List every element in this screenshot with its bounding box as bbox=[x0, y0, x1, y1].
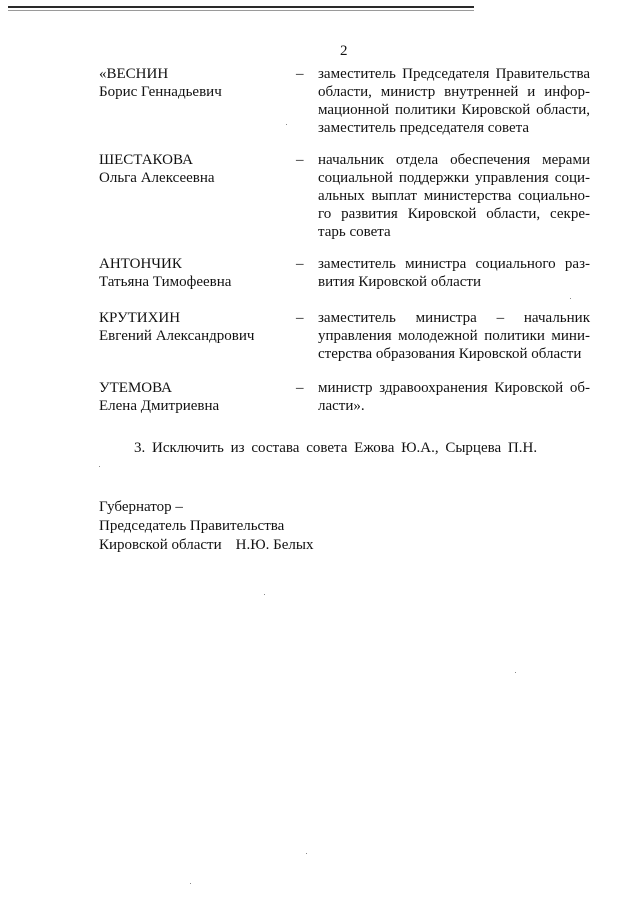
signatory-name: Н.Ю. Белых bbox=[235, 537, 314, 553]
member-surname: «ВЕСНИН bbox=[99, 66, 169, 82]
member-dash: – bbox=[296, 310, 304, 326]
scan-speck bbox=[99, 466, 100, 467]
scan-speck bbox=[286, 124, 287, 125]
role-line: альных выплат министерства социально- bbox=[318, 188, 590, 204]
role-line: заместитель министра социального раз- bbox=[318, 256, 590, 272]
member-name bbox=[99, 255, 289, 291]
member-name bbox=[99, 379, 289, 415]
member-given-name: Евгений Александрович bbox=[99, 328, 255, 344]
member-name bbox=[99, 151, 289, 187]
member-name bbox=[99, 65, 289, 101]
member-dash: – bbox=[296, 152, 304, 168]
member-given-name: Елена Дмитриевна bbox=[99, 398, 220, 414]
page-number: 2 bbox=[340, 43, 348, 59]
member-role bbox=[318, 255, 590, 291]
role-line: тарь совета bbox=[318, 224, 391, 240]
member-role bbox=[318, 65, 590, 137]
member-surname: УТЕМОВА bbox=[99, 380, 173, 396]
role-line: стерства образования Кировской области bbox=[318, 346, 582, 362]
scan-speck bbox=[306, 853, 307, 854]
role-line: мационной политики Кировской области, bbox=[318, 102, 590, 118]
signature-region-line bbox=[99, 536, 313, 555]
scan-speck bbox=[264, 594, 265, 595]
role-line: области, министр внутренней и инфор- bbox=[318, 84, 590, 100]
member-role bbox=[318, 379, 590, 415]
scan-speck bbox=[515, 672, 516, 673]
member-name bbox=[99, 309, 289, 345]
role-line: министр здравоохранения Кировской об- bbox=[318, 380, 590, 396]
signature-block bbox=[99, 498, 313, 555]
member-surname: КРУТИХИН bbox=[99, 310, 181, 326]
role-line: управления молодежной политики мини- bbox=[318, 328, 590, 344]
role-line: начальник отдела обеспечения мерами bbox=[318, 152, 590, 168]
signature-region: Кировской области bbox=[99, 537, 222, 553]
role-line: ласти». bbox=[318, 398, 365, 414]
member-given-name: Татьяна Тимофеевна bbox=[99, 274, 232, 290]
signature-title-governor: Губернатор – bbox=[99, 499, 183, 515]
scan-speck bbox=[570, 298, 571, 299]
role-line: вития Кировской области bbox=[318, 274, 481, 290]
member-dash: – bbox=[296, 380, 304, 396]
member-surname: АНТОНЧИК bbox=[99, 256, 182, 272]
top-border-line bbox=[8, 6, 474, 8]
role-line: го развития Кировской области, секре- bbox=[318, 206, 590, 222]
member-role bbox=[318, 151, 590, 241]
role-line: заместитель председателя совета bbox=[318, 120, 530, 136]
member-dash: – bbox=[296, 256, 304, 272]
member-given-name: Ольга Алексеевна bbox=[99, 170, 215, 186]
top-border-line-thin bbox=[8, 10, 474, 11]
member-dash: – bbox=[296, 66, 304, 82]
scan-speck bbox=[190, 883, 191, 884]
role-line: социальной поддержки управления соци- bbox=[318, 170, 590, 186]
member-given-name: Борис Геннадьевич bbox=[99, 84, 222, 100]
member-role bbox=[318, 309, 590, 363]
signature-title-chairman: Председатель Правительства bbox=[99, 518, 285, 534]
role-line: заместитель министра – начальник bbox=[318, 310, 590, 326]
exclusion-clause: 3. Исключить из состава совета Ежова Ю.А., Сырцева П.Н. bbox=[134, 440, 538, 456]
role-line: заместитель Председателя Правительства bbox=[318, 66, 590, 82]
member-surname: ШЕСТАКОВА bbox=[99, 152, 193, 168]
